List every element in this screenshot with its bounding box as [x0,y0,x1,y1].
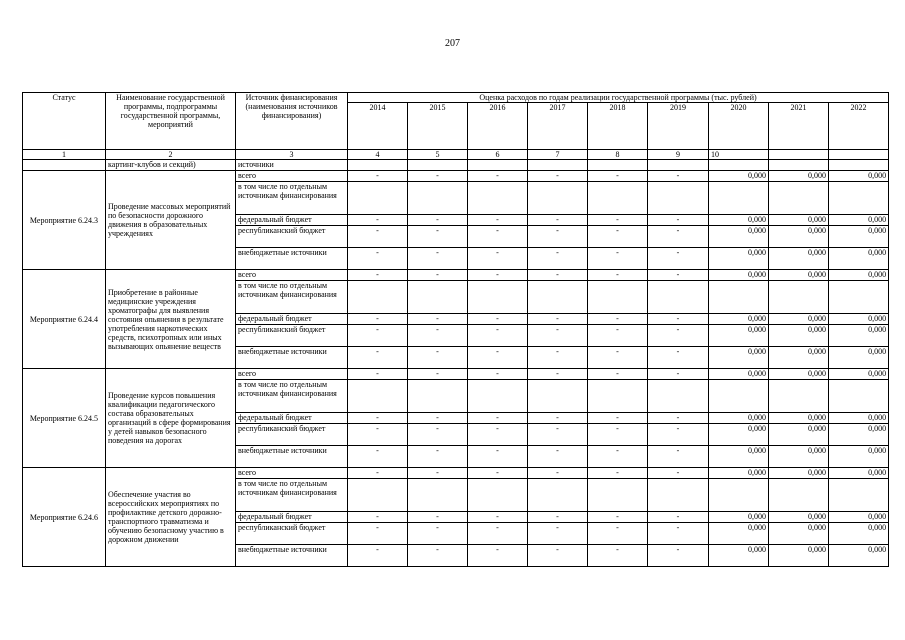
dash-cell: - [408,512,468,523]
value-cell: 0,000 [709,226,769,248]
dash-cell: - [408,446,468,468]
empty-cell [709,380,769,413]
empty-cell [348,479,408,512]
year-cell: 2022 [829,103,889,150]
dash-cell: - [408,424,468,446]
value-cell: 0,000 [769,248,829,270]
column-number: 6 [468,150,528,160]
value-cell: 0,000 [769,215,829,226]
source-label: в том числе по отдельным источникам финансирования [236,281,348,314]
dash-cell: - [468,545,528,567]
empty-cell [829,479,889,512]
dash-cell: - [528,226,588,248]
dash-cell: - [348,369,408,380]
value-cell: 0,000 [709,523,769,545]
source-label: внебюджетные источники [236,347,348,369]
source-label: республиканский бюджет [236,424,348,446]
dash-cell: - [588,413,648,424]
continuation-row [23,160,889,171]
dash-cell: - [468,446,528,468]
dash-cell: - [588,314,648,325]
value-cell: 0,000 [769,171,829,182]
dash-cell: - [348,523,408,545]
dash-cell: - [408,369,468,380]
dash-cell: - [468,270,528,281]
dash-cell: - [408,347,468,369]
value-cell: 0,000 [709,413,769,424]
column-number: 4 [348,150,408,160]
value-cell: 0,000 [829,424,889,446]
dash-cell: - [648,215,709,226]
empty-cell [528,281,588,314]
dash-cell: - [348,347,408,369]
value-cell: 0,000 [709,369,769,380]
dash-cell: - [648,446,709,468]
dash-cell: - [468,215,528,226]
dash-cell: - [648,468,709,479]
value-cell: 0,000 [769,446,829,468]
source-label: федеральный бюджет [236,215,348,226]
value-cell: 0,000 [709,424,769,446]
value-cell: 0,000 [769,545,829,567]
source-label: федеральный бюджет [236,314,348,325]
year-cell: 2021 [769,103,829,150]
empty-cell [408,380,468,413]
column-number: 9 [648,150,709,160]
source-label: федеральный бюджет [236,512,348,523]
source-label: федеральный бюджет [236,413,348,424]
value-cell: 0,000 [709,270,769,281]
source-label: республиканский бюджет [236,523,348,545]
value-cell: 0,000 [709,545,769,567]
empty-cell [588,479,648,512]
dash-cell: - [588,270,648,281]
dash-cell: - [408,314,468,325]
measure-name: Проведение курсов повышения квалификации педагогического состава образовательных организаций в сфере формирования у детей навыков безопасного поведения на дорогах [106,369,236,468]
empty-cell [769,281,829,314]
dash-cell: - [648,369,709,380]
dash-cell: - [528,314,588,325]
dash-cell: - [588,369,648,380]
value-cell: 0,000 [829,468,889,479]
dash-cell: - [528,215,588,226]
dash-cell: - [588,512,648,523]
empty-cell [348,182,408,215]
value-cell: 0,000 [769,226,829,248]
dash-cell: - [528,545,588,567]
budget-table [22,92,889,567]
dash-cell: - [408,545,468,567]
dash-cell: - [528,270,588,281]
value-cell: 0,000 [709,248,769,270]
dash-cell: - [588,347,648,369]
measure-row [23,270,889,281]
value-cell: 0,000 [769,413,829,424]
dash-cell: - [648,413,709,424]
dash-cell: - [588,171,648,182]
empty-cell [348,281,408,314]
dash-cell: - [528,468,588,479]
value-cell: 0,000 [829,413,889,424]
column-number: 10 [709,150,769,160]
value-cell: 0,000 [769,347,829,369]
source-label: всего [236,369,348,380]
dash-cell: - [528,413,588,424]
dash-cell: - [528,512,588,523]
column-number: 1 [23,150,106,160]
empty-cell [648,182,709,215]
measure-row [23,468,889,479]
value-cell: 0,000 [829,270,889,281]
value-cell: 0,000 [829,446,889,468]
dash-cell: - [408,248,468,270]
dash-cell: - [648,314,709,325]
dash-cell: - [528,248,588,270]
year-cell: 2020 [709,103,769,150]
dash-cell: - [348,413,408,424]
dash-cell: - [468,369,528,380]
dash-cell: - [468,468,528,479]
dash-cell: - [348,545,408,567]
dash-cell: - [408,215,468,226]
value-cell: 0,000 [769,523,829,545]
value-cell: 0,000 [769,424,829,446]
empty-cell [588,182,648,215]
dash-cell: - [468,424,528,446]
measure-status: Мероприятие 6.24.4 [23,270,106,369]
dash-cell: - [348,270,408,281]
value-cell: 0,000 [829,314,889,325]
empty-cell [769,182,829,215]
dash-cell: - [408,270,468,281]
dash-cell: - [468,248,528,270]
dash-cell: - [528,446,588,468]
dash-cell: - [588,424,648,446]
header-estimate: Оценка расходов по годам реализации государственной программы (тыс. рублей) [348,93,889,103]
measure-name: Приобретение в районные медицинские учреждения хроматографы для выявления состояния опьянения в результате употребления наркотических средств, психотропных или иных вызывающих опьянение веществ [106,270,236,369]
dash-cell: - [648,347,709,369]
empty-cell [468,479,528,512]
dash-cell: - [468,347,528,369]
dash-cell: - [528,523,588,545]
column-number [829,150,889,160]
source-label: в том числе по отдельным источникам финансирования [236,380,348,413]
empty-cell [648,281,709,314]
dash-cell: - [588,248,648,270]
dash-cell: - [528,424,588,446]
dash-cell: - [588,446,648,468]
value-cell: 0,000 [829,369,889,380]
value-cell: 0,000 [769,369,829,380]
value-cell: 0,000 [709,325,769,347]
dash-cell: - [348,314,408,325]
column-number: 7 [528,150,588,160]
empty-cell [528,182,588,215]
dash-cell: - [468,325,528,347]
dash-cell: - [348,424,408,446]
dash-cell: - [648,523,709,545]
source-label: в том числе по отдельным источникам финансирования [236,479,348,512]
value-cell: 0,000 [829,347,889,369]
value-cell: 0,000 [709,446,769,468]
empty-cell [648,380,709,413]
source-label: внебюджетные источники [236,446,348,468]
dash-cell: - [648,270,709,281]
empty-cell [528,479,588,512]
year-cell: 2015 [408,103,468,150]
dash-cell: - [348,512,408,523]
dash-cell: - [648,325,709,347]
column-number: 5 [408,150,468,160]
dash-cell: - [408,171,468,182]
value-cell: 0,000 [709,347,769,369]
empty-cell [709,479,769,512]
measure-name: Обеспечение участия во всероссийских мероприятиях по профилактике детского дорожно-транспортного травматизма и обучению безопасному участию в дорожном движении [106,468,236,567]
dash-cell: - [348,215,408,226]
year-cell: 2016 [468,103,528,150]
dash-cell: - [588,523,648,545]
measure-status: Мероприятие 6.24.3 [23,171,106,270]
source-label: республиканский бюджет [236,325,348,347]
empty-cell [408,281,468,314]
dash-cell: - [348,248,408,270]
dash-cell: - [348,468,408,479]
column-number: 8 [588,150,648,160]
dash-cell: - [408,413,468,424]
dash-cell: - [648,545,709,567]
value-cell: 0,000 [769,468,829,479]
dash-cell: - [468,171,528,182]
empty-cell [408,182,468,215]
measure-status: Мероприятие 6.24.6 [23,468,106,567]
empty-cell [468,182,528,215]
value-cell: 0,000 [829,248,889,270]
dash-cell: - [648,424,709,446]
dash-cell: - [348,446,408,468]
page-number: 207 [445,38,460,49]
year-cell: 2014 [348,103,408,150]
value-cell: 0,000 [709,314,769,325]
empty-cell [829,281,889,314]
dash-cell: - [528,171,588,182]
empty-cell [829,182,889,215]
value-cell: 0,000 [829,171,889,182]
source-label: внебюджетные источники [236,248,348,270]
dash-cell: - [468,413,528,424]
header-name: Наименование государственной программы, подпрограммы государственной программы, мероприятий [106,93,236,150]
empty-cell [348,380,408,413]
empty-cell [588,281,648,314]
dash-cell: - [408,325,468,347]
header-status: Статус [23,93,106,150]
dash-cell: - [348,325,408,347]
dash-cell: - [348,226,408,248]
dash-cell: - [588,215,648,226]
column-number [769,150,829,160]
source-label: всего [236,171,348,182]
header-source: Источник финансирования (наименования источников финансирования) [236,93,348,150]
value-cell: 0,000 [709,215,769,226]
dash-cell: - [468,512,528,523]
empty-cell [709,182,769,215]
dash-cell: - [408,468,468,479]
measure-row [23,171,889,182]
dash-cell: - [528,325,588,347]
empty-cell [468,380,528,413]
measure-status: Мероприятие 6.24.5 [23,369,106,468]
dash-cell: - [648,226,709,248]
dash-cell: - [528,369,588,380]
continuation-source: источники [236,160,348,171]
dash-cell: - [588,226,648,248]
dash-cell: - [588,545,648,567]
empty-cell [648,479,709,512]
continuation-status [23,160,106,171]
measure-row [23,369,889,380]
value-cell: 0,000 [829,512,889,523]
dash-cell: - [648,171,709,182]
source-label: всего [236,270,348,281]
value-cell: 0,000 [829,545,889,567]
value-cell: 0,000 [769,270,829,281]
value-cell: 0,000 [709,468,769,479]
year-cell: 2019 [648,103,709,150]
empty-cell [769,380,829,413]
value-cell: 0,000 [829,215,889,226]
source-label: в том числе по отдельным источникам финансирования [236,182,348,215]
year-cell: 2017 [528,103,588,150]
empty-cell [588,380,648,413]
empty-cell [829,380,889,413]
column-number: 2 [106,150,236,160]
empty-cell [769,479,829,512]
value-cell: 0,000 [829,523,889,545]
value-cell: 0,000 [769,512,829,523]
value-cell: 0,000 [709,512,769,523]
empty-cell [408,479,468,512]
value-cell: 0,000 [709,171,769,182]
value-cell: 0,000 [829,226,889,248]
value-cell: 0,000 [829,325,889,347]
dash-cell: - [468,523,528,545]
dash-cell: - [408,523,468,545]
dash-cell: - [648,512,709,523]
dash-cell: - [408,226,468,248]
value-cell: 0,000 [769,325,829,347]
year-cell: 2018 [588,103,648,150]
continuation-name: картинг-клубов и секций) [106,160,236,171]
empty-cell [468,281,528,314]
column-number: 3 [236,150,348,160]
source-label: внебюджетные источники [236,545,348,567]
dash-cell: - [468,226,528,248]
measure-name: Проведение массовых мероприятий по безопасности дорожного движения в образовательных учреждениях [106,171,236,270]
dash-cell: - [588,468,648,479]
header-row-1 [23,93,889,103]
source-label: всего [236,468,348,479]
empty-cell [528,380,588,413]
empty-cell [709,281,769,314]
dash-cell: - [468,314,528,325]
dash-cell: - [528,347,588,369]
source-label: республиканский бюджет [236,226,348,248]
column-number-row [23,150,889,160]
dash-cell: - [348,171,408,182]
value-cell: 0,000 [769,314,829,325]
dash-cell: - [588,325,648,347]
dash-cell: - [648,248,709,270]
